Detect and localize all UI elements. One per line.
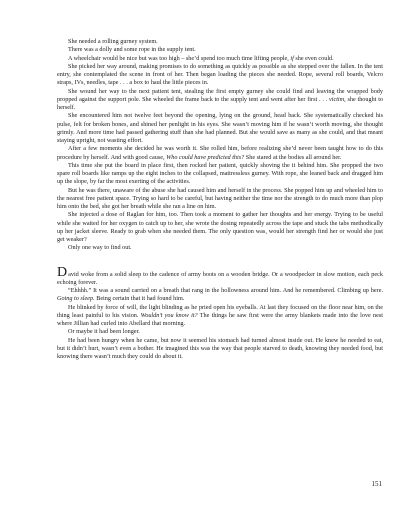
emphasis: if [290, 54, 294, 62]
paragraph: She picked her way around, making promises to do something as quickly as possible as she stepped over the fallen. In the tent entry, she contemplated the scene in front of her. Then began loading the pieces she needed. Rope, several roll boards, Velcro straps, IVs, needles, tape . . . a box to haul the little pieces in. [57, 62, 383, 87]
paragraph: She needed a rolling gurney system. [68, 38, 158, 45]
text-run: she even could. [293, 54, 334, 62]
drop-cap: D [57, 264, 68, 280]
paragraph: Or maybe it had been longer. [68, 328, 140, 336]
emphasis: Who could have predicted this? [166, 153, 245, 161]
emphasis: victim [329, 95, 345, 103]
paragraph [57, 145, 383, 162]
paragraph [57, 304, 383, 329]
paragraph: But he was there, unaware of the abuse she had caused him and herself in the process. She popped him up and wheeled him to the nearest free patient space. Trying so hard to be careful, but having neither the time nor the strength to do much more than plop him onto the bed, she got her breath while she ran a line on him. [57, 186, 383, 210]
text-run: She wound her way to the next patient tent, stealing the first empty gurney she could find and leaving the wrapped body propped against the support pole. She wheeled the frame back to the supply tent and went after her first . . . [57, 87, 383, 103]
paragraph: She encountered him not twelve feet beyond the opening, lying on the ground, head back. She systematically checked his pulse, felt for broken bones, and shined her penlight in his eyes. She wasn’t moving him if he wasn’t worth moving, she thought grimly. And more time had passed gathering stuff than she had planned. But she would save as many as she could, and that meant staying upright, not wasting effort. [57, 112, 383, 144]
text-run: avid woke from a solid sleep to the cadence of army boots on a wooden bridge. Or a woodpecker in slow motion, each peck echoing forever. [57, 270, 383, 286]
paragraph: There was a dolly and some rope in the supply tent. [68, 46, 196, 54]
text-run: She stared at the bodies all around her. [244, 153, 342, 161]
emphasis: Going to sleep. [57, 295, 95, 303]
section-break [57, 253, 383, 269]
text-run: “Ehhhh.” It was a sound carried on a breath that rang in the hollowness around him. And he remembered. Climbing up here. [68, 287, 383, 294]
paragraph: This time she put the board in place first, then rocked her patient, quickly shoving the it behind him. She propped the two spare roll boards like ramps up the eight inches to the collapsed, mattressless gurney. With rope, she leaned back and dragged him up the slope, by far the most exerting of the activities. [57, 161, 383, 186]
text-run: , she thought to herself. [57, 95, 384, 111]
paragraph [57, 88, 383, 113]
paragraph: Only one way to find out. [68, 244, 132, 252]
text-run: The things he saw first were the army blankets made into the love nest where Jillian had curled into Abellard that morning. [57, 311, 383, 327]
paragraph: She injected a dose of Raglan for him, too. Then took a moment to gather her thoughts and her energy. Trying to be useful while she waited for her oxygen to catch up to her, she wrote the dosing repeatedly across the tape and stuck the tabs methodically up her jacket sleeve. Ready to grab when she needed them. The only question was, would her strength find her or would she just get weaker? [57, 211, 383, 243]
text-run: He blinked by force of will, the light blinding as he pried open his eyeballs. At last they focused on the floor near him, on the thing least painful to his vision. [57, 303, 383, 319]
paragraph [57, 287, 383, 304]
text-run: A wheelchair would be nice but was too high – she’d spend too much time lifting people, [68, 54, 291, 62]
page-number: 151 [371, 480, 382, 488]
emphasis: Wouldn’t you know it? [140, 311, 198, 319]
page-body [57, 38, 383, 361]
text-run: Being certain that it had found him. [94, 295, 185, 303]
paragraph: He had been hungry when he came, but now it seemed his stomach had turned almost inside out. He knew he needed to eat, but it didn’t hurt, wasn’t even a bother. He imagined this was the way that people starved to death, knowing they needed food, but knowing there wasn’t much they could do about it. [57, 336, 383, 360]
text-run: After a few moments she decided he was worth it. She rolled him, before realizing she’d never been taught how to do this procedure by herself. And with good cause, [57, 145, 383, 161]
paragraph [57, 55, 383, 63]
paragraph [57, 264, 383, 288]
